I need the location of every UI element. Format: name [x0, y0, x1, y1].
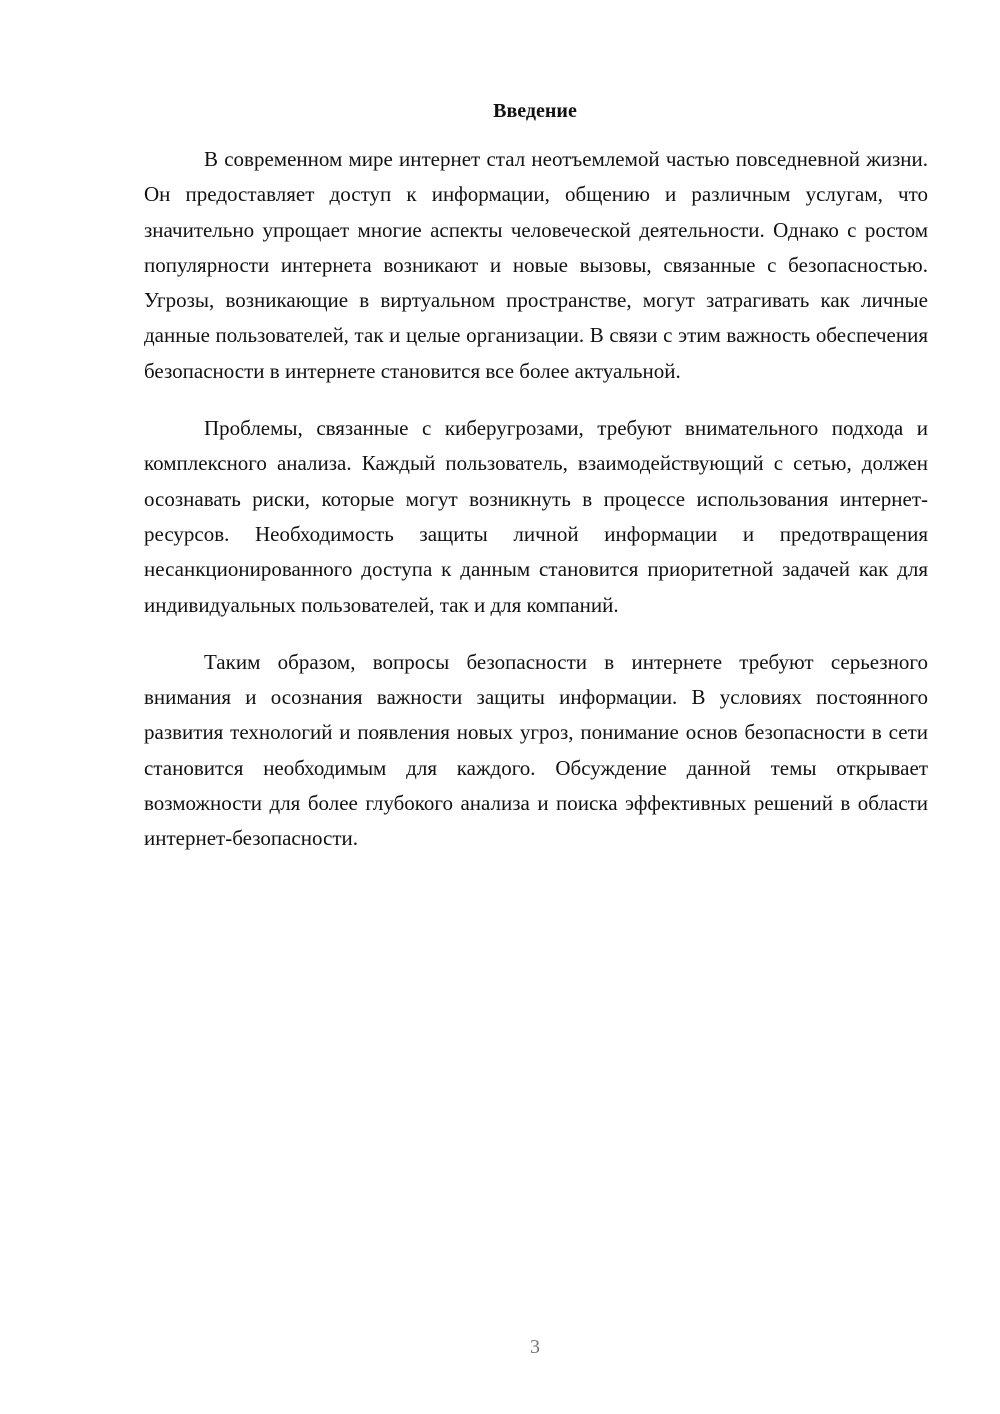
document-body: [144, 142, 928, 879]
page-number: 3: [530, 1336, 540, 1358]
paragraph-2: Проблемы, связанные с киберугрозами, требуют внимательного подхода и комплексного анализа. Каждый пользователь, взаимодействующий с сетью, должен осознавать риски, которые могут возникнуть в процессе использования интернет-ресурсов. Необходимость защиты личной информации и предотвращения несанкционированного доступа к данным становится приоритетной задачей как для индивидуальных пользователей, так и для компаний.: [144, 416, 928, 617]
paragraph-3: Таким образом, вопросы безопасности в интернете требуют серьезного внимания и осознания важности защиты информации. В условиях постоянного развития технологий и появления новых угроз, понимание основ безопасности в сети становится необходимым для каждого. Обсуждение данной темы открывает возможности для более глубокого анализа и поиска эффективных решений в области интернет-безопасности.: [144, 649, 928, 851]
section-title: Введение: [493, 100, 577, 122]
paragraph-1: В современном мире интернет стал неотъемлемой частью повседневной жизни. Он предоставляет доступ к информации, общению и различным услугам, что значительно упрощает многие аспекты человеческой деятельности. Однако с ростом популярности интернета возникают и новые вызовы, связанные с безопасностью. Угрозы, возникающие в виртуальном пространстве, могут затрагивать как личные данные пользователей, так и целые организации. В связи с этим важность обеспечения безопасности в интернете становится все более актуальной.: [144, 147, 928, 383]
